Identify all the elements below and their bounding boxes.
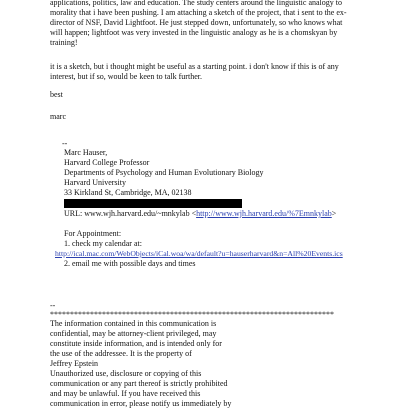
body-line: training! [50, 38, 78, 47]
url-line [64, 209, 400, 219]
body-line: morality that i have been pushing. I am attaching a sketch of the project, that i sent to the ex- [50, 8, 347, 17]
signature-line: Harvard University [64, 178, 126, 187]
disclaimer-line: the use of the addressee. It is the property of [50, 349, 192, 358]
appointment-item-1: 1. check my calendar at: [64, 239, 142, 248]
appointment-heading: For Appointment: 1. check my calendar at: [64, 229, 400, 249]
body-line: interest, but if so, would be keen to talk further. [50, 72, 202, 81]
calendar-link[interactable]: http://ical.mac.com/WebObjects/iCal.woa/wa/default?u=hauserharvard&n=All%20Events.ics [55, 249, 343, 258]
disclaimer-line: communication or any part thereof is strictly prohibited [50, 379, 228, 388]
appointment-item-2: 2. email me with possible days and times [64, 259, 196, 268]
calendar-link-row [55, 249, 400, 259]
disclaimer-line: Unauthorized use, disclosure or copying of this [50, 369, 202, 378]
body-paragraph-1 [50, 0, 390, 48]
lab-website-link[interactable]: http://www.wjh.harvard.edu/%7Emnkylab [196, 209, 332, 218]
signature-line: 33 Kirkland St, Cambridge, MA, 02138 [64, 188, 192, 197]
body-paragraph-2 [50, 62, 390, 82]
disclaimer-text [50, 319, 390, 409]
disclaimer-line: confidential, may be attorney-client privileged, may [50, 329, 217, 338]
disclaimer-separator: -- [50, 301, 56, 310]
signature-line: Departments of Psychology and Human Evolutionary Biology [64, 168, 264, 177]
signature-line: Marc Hauser, [64, 148, 108, 157]
disclaimer-line: communication in error, please notify us immediately by [50, 399, 232, 408]
signature-separator: -- [62, 139, 68, 148]
url-prefix: URL: www.wjh.harvard.edu/~mnkylab [64, 209, 190, 218]
body-line: applications, politics, law and education. The study centers around the linguistic analogy to [50, 0, 343, 7]
url-open-bracket: < [189, 209, 197, 218]
closing-text: best [50, 90, 63, 99]
disclaimer-line: The information contained in this communication is [50, 319, 217, 328]
body-line: director of NSF, David Lightfoot. He just stepped down, unfortunately, so who knows what [50, 18, 343, 27]
redaction-bar [64, 199, 242, 208]
body-line: will happen; lightfoot was very invested in the linguistic analogy as he is a chomskyan by [50, 28, 338, 37]
signature-block [64, 148, 400, 219]
url-close-bracket: > [331, 209, 337, 218]
disclaimer-line: constitute inside information, and is intended only for [50, 339, 222, 348]
disclaimer-stars: *********************************************************************** [50, 310, 334, 319]
sender-name: marc [50, 112, 66, 121]
disclaimer-line: and may be unlawful. If you have received this [50, 389, 201, 398]
signature-line: Harvard College Professor [64, 158, 150, 167]
body-line: it is a sketch, but i thought might be useful as a starting point. i don't know if this is of any [50, 62, 339, 71]
disclaimer-line: Jeffrey Epstein [50, 359, 99, 368]
